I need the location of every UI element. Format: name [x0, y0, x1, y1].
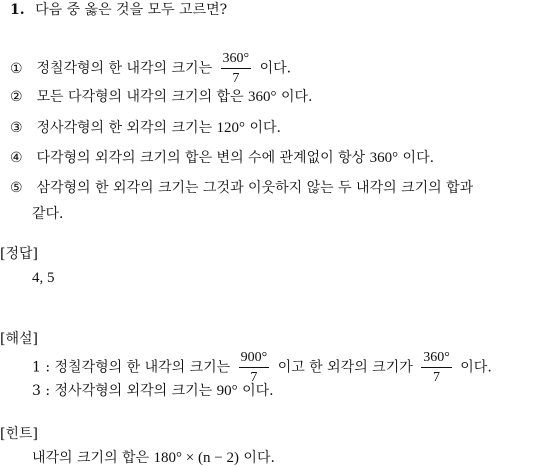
option-4: [10, 150, 434, 166]
option-text-end: 이다.: [281, 89, 313, 105]
option-text-end: 이다.: [402, 150, 435, 166]
option-text: 모든 다각형의 내각의 크기의 합은: [36, 89, 244, 105]
option-text: 삼각형의 한 외각의 크기는 그것과 이웃하지 않는 두 내각의 크기의 합과: [36, 180, 474, 196]
explanation-text-end: 이다.: [460, 359, 492, 376]
option-text: 정사각형의 한 외각의 크기는: [36, 120, 213, 136]
option-1: [10, 51, 291, 86]
math-value: 360°: [248, 89, 277, 105]
explanation-text-end: 이다.: [242, 383, 274, 399]
explanation-line-2: [32, 383, 274, 399]
math-value: 120°: [216, 120, 246, 136]
explanation-line-1: [32, 350, 492, 385]
hint-line: [32, 450, 275, 466]
option-marker: ③: [10, 120, 23, 136]
fraction-numerator: 360°: [421, 350, 452, 368]
option-text: 정칠각형의 한 내각의 크기는: [36, 60, 213, 77]
explanation-text: 이고 한 외각의 크기가: [277, 359, 413, 376]
fraction-denominator: 7: [250, 370, 258, 385]
explanation-text: 1 : 정칠각형의 한 내각의 크기는: [32, 359, 231, 376]
math-value: 360°: [369, 150, 399, 166]
fraction: [421, 350, 452, 385]
hint-text: 내각의 크기의 합은: [32, 450, 150, 466]
fraction: [239, 350, 270, 385]
hint-text-end: 이다.: [243, 450, 275, 466]
question-prompt: 다음 중 옳은 것을 모두 고르면?: [35, 2, 228, 18]
option-marker: ②: [10, 89, 23, 105]
option-text: 다각형의 외각의 크기의 합은 변의 수에 관계없이 항상: [36, 150, 366, 166]
option-marker: ⑤: [10, 180, 23, 196]
question-header: [10, 2, 227, 18]
option-text-end: 이다.: [259, 60, 292, 77]
hint-label: [힌트]: [0, 426, 38, 442]
explanation-label: [해설]: [0, 331, 38, 347]
option-2: [10, 89, 313, 105]
option-5-continuation: 같다.: [32, 206, 64, 222]
option-marker: ①: [10, 60, 23, 77]
math-value: 90°: [216, 383, 238, 399]
option-3: [10, 120, 281, 136]
math-formula: 180° × (n − 2): [153, 450, 239, 466]
fraction-numerator: 360°: [221, 51, 252, 69]
option-marker: ④: [10, 150, 23, 166]
question-number: 1.: [10, 2, 25, 18]
option-5: [10, 180, 473, 196]
fraction-denominator: 7: [433, 370, 441, 385]
option-text-end: 이다.: [249, 120, 281, 136]
fraction-numerator: 900°: [239, 350, 270, 368]
fraction: [221, 51, 252, 86]
explanation-text: 3 : 정사각형의 외각의 크기는: [32, 383, 213, 399]
answer-label: [정답]: [0, 246, 38, 262]
answer-value: 4, 5: [32, 270, 55, 286]
fraction-denominator: 7: [232, 71, 240, 86]
